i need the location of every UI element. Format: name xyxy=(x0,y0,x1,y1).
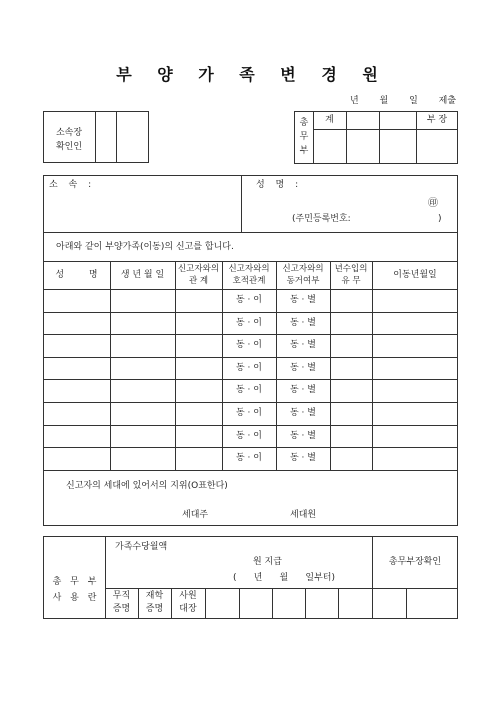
col-dongeo: 신고자와의 동거여부 xyxy=(282,264,324,286)
hojeok-value: 동 · 이 xyxy=(236,318,262,328)
payment-label: 원 지급 xyxy=(253,557,282,567)
sub-col-register: 사원 대장 xyxy=(179,591,197,614)
household-head: 세대주 xyxy=(182,510,209,520)
dongeo-value: 동 · 별 xyxy=(290,318,316,328)
col-hojeok: 신고자와의 호적관계 xyxy=(228,264,270,286)
col-name: 성 명 xyxy=(55,270,98,280)
row-divider xyxy=(43,379,458,380)
hojeok-value: 동 · 이 xyxy=(236,431,262,441)
allowance-label: 가족수당월액 xyxy=(115,542,168,552)
household-status-label: 신고자의 세대에 있어서의 지위(O표한다) xyxy=(66,481,228,491)
dongeo-value: 동 · 별 xyxy=(290,363,316,373)
dongeo-value: 동 · 별 xyxy=(290,385,316,395)
statement-text: 아래와 같이 부양가족(이동)의 신고를 합니다. xyxy=(56,242,234,252)
admin-bujang: 부 장 xyxy=(426,115,448,125)
household-member: 세대원 xyxy=(290,510,317,520)
admin-gye: 계 xyxy=(325,115,334,125)
dongeo-value: 동 · 별 xyxy=(290,453,316,463)
hojeok-value: 동 · 이 xyxy=(236,453,262,463)
dongeo-value: 동 · 별 xyxy=(290,408,316,418)
id-number-close: ) xyxy=(438,214,442,224)
hojeok-value: 동 · 이 xyxy=(236,340,262,350)
office-use-label: 총 무 부 사 용 란 xyxy=(52,577,97,603)
admin-label: 총 무 부 xyxy=(299,118,309,156)
row-divider xyxy=(43,470,458,471)
dongeo-value: 동 · 별 xyxy=(290,295,316,305)
affil-confirm-label: 소속장 확인인 xyxy=(55,128,83,152)
col-relation: 신고자와의 관 계 xyxy=(177,264,220,286)
id-number-label: (주민등록번호: xyxy=(292,214,351,224)
name-label: 성 명 : xyxy=(256,180,299,190)
dongeo-value: 동 · 별 xyxy=(290,340,316,350)
hojeok-value: 동 · 이 xyxy=(236,385,262,395)
row-divider xyxy=(43,402,458,403)
hojeok-value: 동 · 이 xyxy=(236,408,262,418)
sub-col-student: 재학 증명 xyxy=(145,591,164,614)
sosok-label: 소 속 : xyxy=(49,180,92,190)
row-divider xyxy=(43,447,458,448)
row-divider xyxy=(43,357,458,358)
hojeok-value: 동 · 이 xyxy=(236,363,262,373)
row-divider xyxy=(43,425,458,426)
sub-col-unemployed: 무직 증명 xyxy=(112,591,131,614)
hojeok-value: 동 · 이 xyxy=(236,295,262,305)
col-birth: 생 년 월 일 xyxy=(120,270,165,280)
form-title: 부 양 가 족 변 경 원 xyxy=(116,65,388,84)
seal-icon: ㊞ xyxy=(428,198,438,209)
chief-confirm: 총무부장확인 xyxy=(388,557,442,567)
submission-date: 년 월 일 제출 xyxy=(350,96,457,106)
row-divider xyxy=(43,312,458,313)
col-income: 년수입의 유 무 xyxy=(334,264,368,286)
dongeo-value: 동 · 별 xyxy=(290,431,316,441)
from-date-label: ( 년 월 일부터) xyxy=(233,573,335,583)
col-move-date: 이동년월일 xyxy=(393,270,437,280)
row-divider xyxy=(43,334,458,335)
